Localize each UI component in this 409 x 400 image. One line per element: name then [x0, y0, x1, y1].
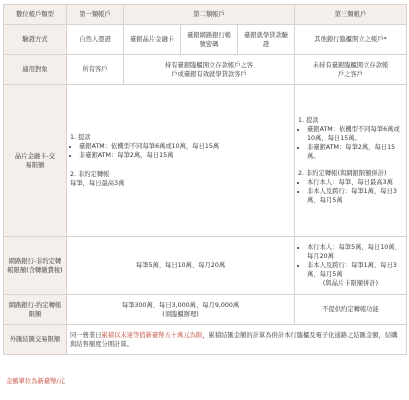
netbank-limit-type12: 每筆5萬、每日10萬、每月20萬 [67, 237, 295, 295]
netbank-limit-label: 網路銀行-非約定轉帳限額(含轉繳費稅) [4, 237, 67, 295]
header-type1: 第一類帳戶 [67, 5, 124, 25]
fx-text-before: 同一營業日 [70, 331, 102, 339]
card-limit-label: 晶片金融卡-交易限額 [4, 85, 67, 237]
agreed-limit-type3: 不提供約定轉帳功能 [295, 295, 407, 325]
card-transfer-title: 2. 非約定轉帳 [70, 171, 110, 178]
t3-withdraw-item: • 非臺銀ATM：每筆2萬，每日15萬。 [307, 143, 403, 161]
card-withdraw-item: • 非臺銀ATM：每筆2萬，每日15萬 [79, 151, 291, 160]
target-type2: 持有臺銀臨櫃開立存款帳戶之客戶或臺銀有效就學貸款客戶 [124, 55, 295, 85]
verify-type3: 其他銀行臨櫃開立之帳戶* [295, 25, 407, 55]
fx-text-highlight: 累積以未達等值新臺幣五十萬元為限 [101, 331, 203, 339]
verify-label: 驗證方式 [4, 25, 67, 55]
netbank-limit-type3 [295, 237, 407, 295]
netbank-t3-item: • 非本人及跨行：每筆1萬、每日3萬、每月5萬 [307, 261, 403, 279]
netbank-limit-row [4, 237, 407, 295]
agreed-line1: 每筆300萬、每日3,000萬、每月9,000萬 [121, 301, 240, 309]
account-comparison-table [3, 4, 407, 355]
account-comparison-table-wrapper [3, 4, 406, 355]
netbank-t3-note: (與晶片卡限額併計) [322, 280, 379, 287]
target-type1: 所有客戶 [67, 55, 124, 85]
header-row [4, 5, 407, 25]
verify-type2-loan: 臺銀就學貸款驗證 [238, 25, 295, 55]
agreed-limit-label: 網路銀行-約定轉帳限額 [4, 295, 67, 325]
target-type3: 未持有臺銀臨櫃開立存款帳戶之客戶 [295, 55, 407, 85]
header-category: 數位帳戶類型 [4, 5, 67, 25]
agreed-limit-type12 [67, 295, 295, 325]
card-limit-type3 [295, 85, 407, 237]
fx-text-after: ，累積結匯金額的計算為併計本行臨櫃及電子化通路之結匯金額，結購與結售額度分開計算。 [70, 331, 398, 348]
card-limit-type12 [67, 85, 295, 237]
verify-type2-netbank: 臺銀網路銀行帳號密碼 [181, 25, 238, 55]
header-type2: 第二類帳戶 [124, 5, 295, 25]
agreed-limit-row [4, 295, 407, 325]
netbank-t3-item: • 本行本人：每筆5萬、每日10萬、每月20萬 [307, 243, 403, 261]
t3-transfer-title: 2. 非約定轉帳(與網銀限額併計) [298, 170, 387, 177]
t3-transfer-item: • 本行本人：每筆、每日最高3萬 [307, 178, 403, 187]
card-transfer-text: 每筆，每日最高3萬 [70, 180, 125, 187]
t3-withdraw-title: 1. 提款 [298, 117, 319, 124]
t3-withdraw-item: • 臺銀ATM：依機型不同每筆6萬或10萬，每日15萬。 [307, 125, 403, 143]
verify-type1: 自然人憑證 [67, 25, 124, 55]
fx-limit-row [4, 325, 407, 355]
card-withdraw-item: • 臺銀ATM：依機型不同每筆6萬或10萬，每日15萬 [79, 142, 291, 151]
card-withdraw-title: 1. 提款 [70, 134, 91, 141]
target-row [4, 55, 407, 85]
fx-limit-label: 外匯結匯交易限額 [4, 325, 67, 355]
verify-type2-card: 臺銀晶片金融卡 [124, 25, 181, 55]
agreed-line2: (須臨櫃辦理) [162, 310, 199, 318]
amount-unit-footnote: 金額單位為新臺幣/元 [6, 378, 65, 385]
verify-row [4, 25, 407, 55]
target-label: 適用對象 [4, 55, 67, 85]
card-limit-row [4, 85, 407, 237]
fx-limit-text [67, 325, 407, 355]
header-type3: 第三類帳戶 [295, 5, 407, 25]
t3-transfer-item: • 非本人及跨行：每筆1萬、每日3萬、每月5萬 [307, 187, 403, 205]
